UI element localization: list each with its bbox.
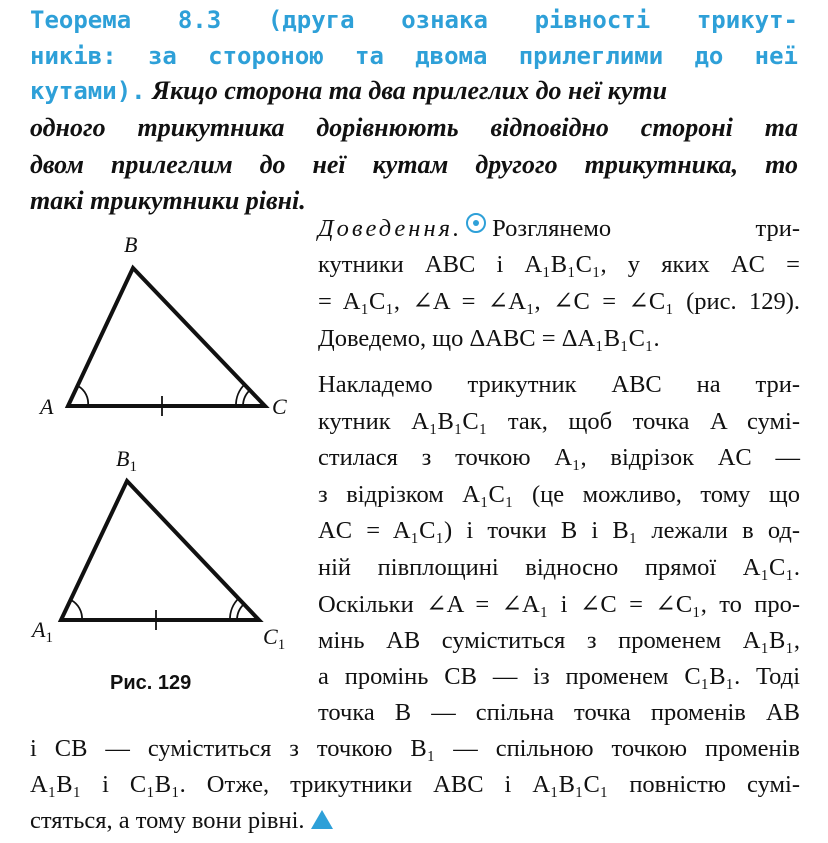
vertex-c: C	[272, 394, 287, 419]
proof-line-4: Доведемо, що ΔABC = ΔA₁B₁C₁.	[318, 325, 660, 352]
circle-dot-icon	[466, 213, 486, 233]
theorem-title-end: кутами).	[30, 77, 146, 105]
proof-line-12: мінь AB суміститься з променем A₁B₁,	[318, 627, 800, 654]
triangle-a1b1c1	[61, 481, 259, 630]
vertex-b1: $B_1$	[116, 446, 137, 475]
theorem-statement-line-4: такі трикутники рівні.	[30, 186, 306, 215]
figure-caption: Рис. 129	[110, 672, 192, 694]
proof-line-5: Накладемо трикутник ABC на три-	[318, 371, 800, 398]
proof-line-7: стилася з точкою A₁, відрізок AC —	[318, 444, 800, 471]
proof-line-1-text: Розглянемо три-	[492, 215, 800, 242]
proof-line-15: і CB — суміститься з точкою B₁ — спільною точкою променів	[30, 735, 800, 762]
proof-line-11: Оскільки ∠A = ∠A₁ і ∠C = ∠C₁, то про-	[318, 591, 800, 618]
theorem-title-line-1: Теорема 8.3 (друга ознака рівності трикут-	[30, 6, 798, 34]
proof-line-17-text: стяться, а тому вони рівні.	[30, 807, 305, 834]
proof-line-14: точка B — спільна точка променів AB	[318, 699, 800, 726]
proof-line-1	[318, 211, 800, 247]
proof-line-9: AC = A₁C₁) і точки B і B₁ лежали в од-	[318, 517, 800, 544]
proof-line-16: A₁B₁ і C₁B₁. Отже, трикутники ABC і A₁B₁C₁ повністю сумі-	[30, 771, 800, 798]
theorem-statement-line-2: одного трикутника дорівнюють відповідно стороні та	[30, 113, 798, 142]
proof-heading: Доведення.	[318, 215, 463, 242]
theorem-statement-line-3: двом прилеглим до неї кутам другого трикутника, то	[30, 150, 798, 179]
vertex-b: B	[124, 232, 138, 257]
proof-line-2: кутники ABC і A₁B₁C₁, у яких AC =	[318, 251, 800, 278]
theorem-title-line-2: ників: за стороною та двома прилеглими до неї	[30, 42, 798, 70]
theorem-statement-start: Якщо сторона та два прилеглих до неї кути	[145, 76, 668, 105]
proof-line-17	[30, 803, 333, 839]
vertex-a1: $A_1$	[32, 617, 53, 646]
proof-line-8: з відрізком A₁C₁ (це можливо, тому що	[318, 481, 800, 508]
proof-line-10: ній півплощині відносно прямої A₁C₁.	[318, 554, 800, 581]
figure-129	[0, 0, 320, 700]
proof-line-3: = A₁C₁, ∠A = ∠A₁, ∠C = ∠C₁ (рис. 129).	[318, 288, 800, 315]
vertex-c1: $C_1$	[263, 624, 286, 653]
vertex-a: A	[40, 394, 54, 419]
triangle-icon	[311, 810, 333, 829]
triangle-abc	[68, 268, 265, 416]
proof-line-13: а промінь CB — із променем C₁B₁. Тоді	[318, 663, 800, 690]
proof-line-6: кутник A₁B₁C₁ так, щоб точка A сумі-	[318, 408, 800, 435]
